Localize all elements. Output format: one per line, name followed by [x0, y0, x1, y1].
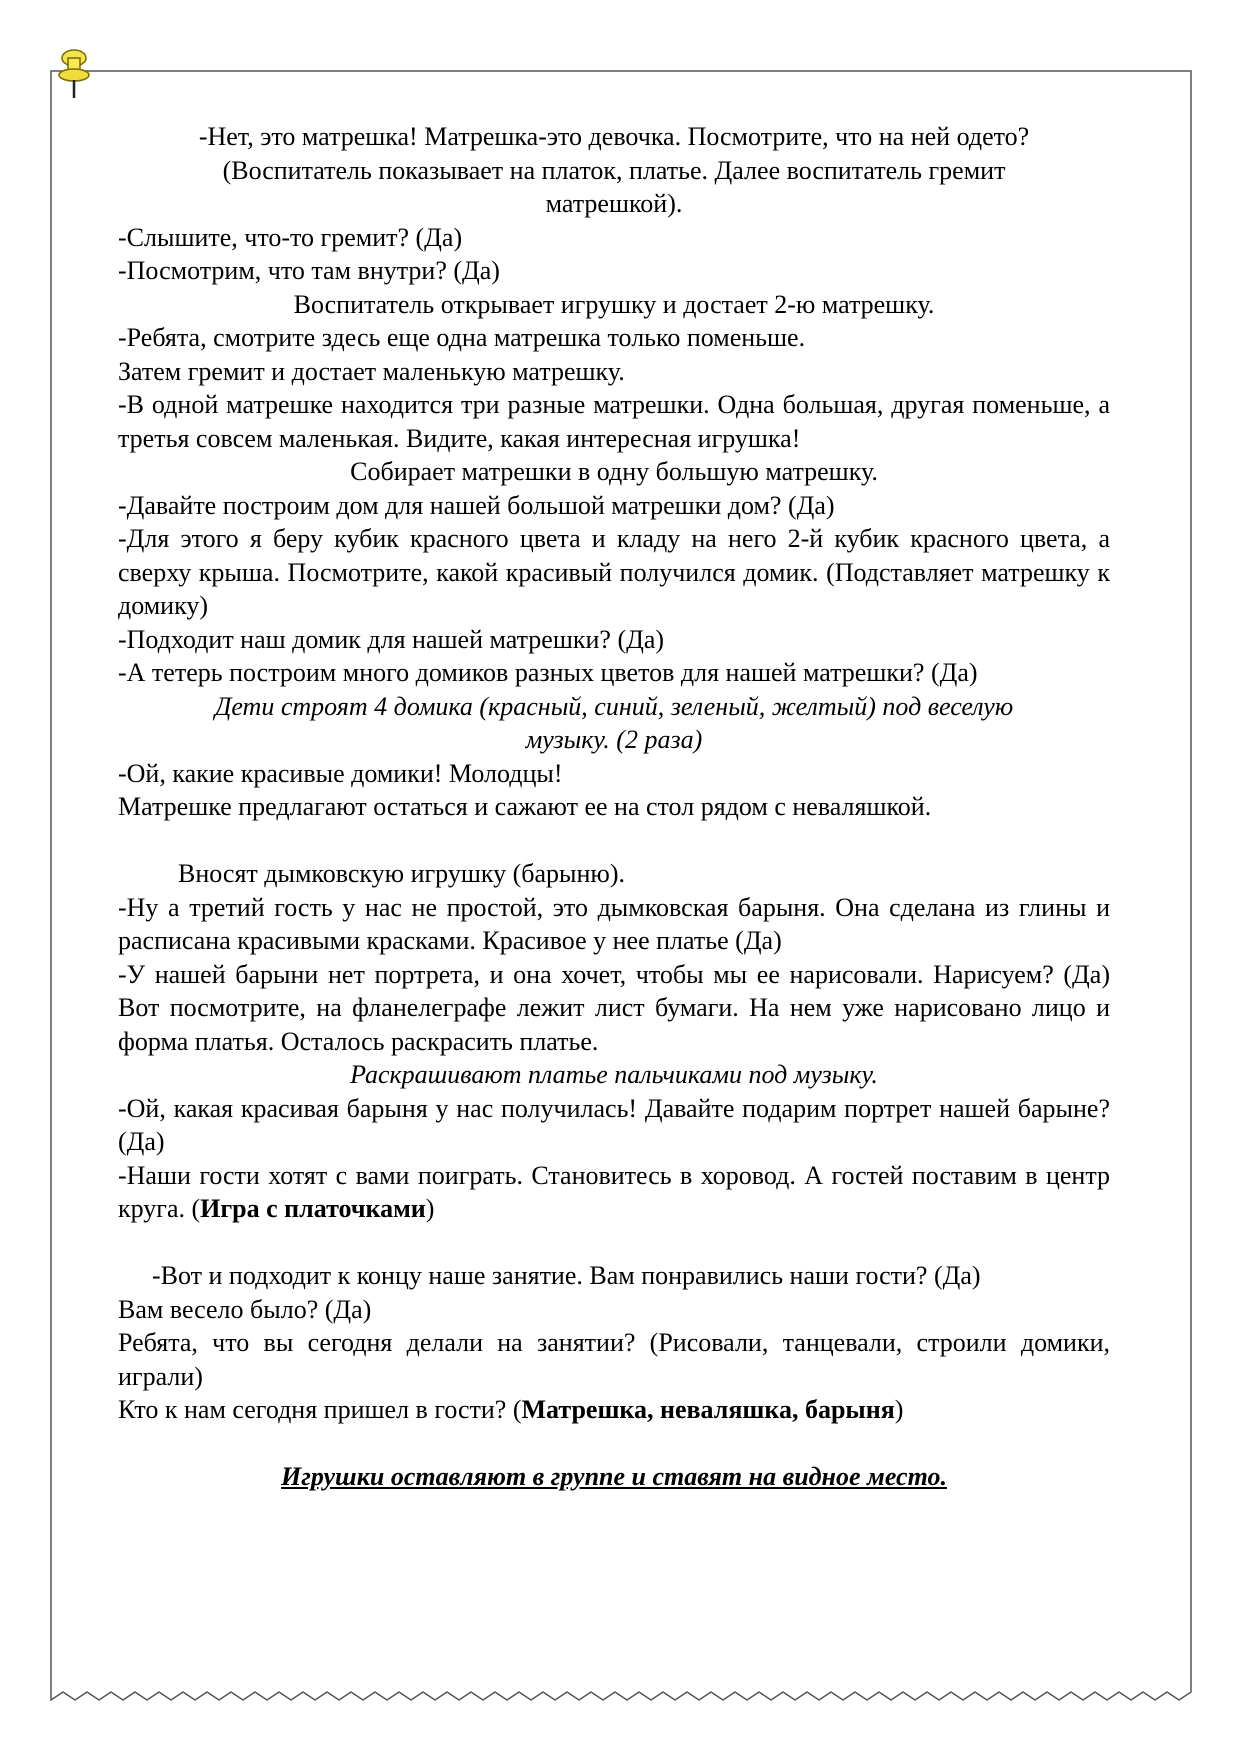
line-10: Собирает матрешки в одну большую матрешку.	[350, 457, 878, 486]
line-28	[118, 1393, 1110, 1427]
line-8: Затем гремит и достает маленькую матрешку.	[118, 356, 625, 386]
closing-paren: )	[425, 1194, 435, 1223]
paragraph-beautiful-lady: -Ой, какая красивая барыня у нас получилась! Давайте подарим портрет нашей барыне? (Да)	[118, 1093, 1110, 1156]
paragraph-round-dance	[118, 1159, 1110, 1226]
spacer	[118, 1427, 1110, 1461]
final-instruction: Игрушки оставляют в группе и ставят на видное место.	[281, 1462, 947, 1491]
line-19: Вносят дымковскую игрушку (барыню).	[178, 859, 625, 888]
line-18: Матрешке предлагают остаться и сажают ее на стол рядом с неваляшкой.	[118, 792, 932, 821]
round-dance-text: -Наши гости хотят с вами поиграть. Становитесь в хоровод. А гостей поставим в центр круга. (	[118, 1160, 1110, 1223]
line-25: -Вот и подходит к концу наше занятие. Вам понравились наши гости? (Да)	[152, 1261, 981, 1290]
spacer	[118, 824, 1110, 858]
line-7: -Ребята, смотрите здесь еще одна матрешка только поменьше.	[118, 323, 806, 352]
guests-question: Кто к нам сегодня пришел в гости? (	[118, 1395, 522, 1424]
paragraph-dymkovo-lady: -Ну а третий гость у нас не простой, это дымковская барыня. Она сделана из глины и расписана красивыми красками. Красивое у нее платье (Да)	[118, 892, 1110, 955]
line-11: -Давайте построим дом для нашей большой матрешки дом? (Да)	[118, 490, 835, 520]
line-13: -Подходит наш домик для нашей матрешки? (Да)	[118, 624, 665, 654]
line-14: -А тетерь построим много домиков разных цветов для нашей матрешки? (Да)	[118, 658, 978, 687]
game-name-bold: Игра с платочками	[200, 1194, 426, 1223]
line-1: -Нет, это матрешка! Матрешка-это девочка. Посмотрите, что на ней одето?	[198, 122, 1030, 151]
document-body	[118, 120, 1110, 1494]
line-6: Воспитатель открывает игрушку и достает 2-ю матрешку.	[293, 289, 935, 319]
line-22-italic: Раскрашивают платье пальчиками под музыку.	[350, 1060, 878, 1089]
line-26: Вам весело было? (Да)	[118, 1294, 372, 1324]
spacer	[118, 1226, 1110, 1260]
line-15-italic: Дети строят 4 домика (красный, синий, зеленый, желтый) под веселую	[214, 691, 1014, 721]
line-4: -Слышите, что-то гремит? (Да)	[118, 222, 463, 252]
line-3: матрешкой).	[545, 189, 683, 218]
paragraph-portrait: -У нашей барыни нет портрета, и она хочет, чтобы мы ее нарисовали. Нарисуем? (Да) Вот посмотрите, на фланелеграфе лежит лист бумаги. На нем уже нарисовано лицо и форма платья. Осталось раскрасить платье.	[118, 959, 1110, 1056]
line-2: (Воспитатель показывает на платок, платье. Далее воспитатель гремит	[222, 155, 1006, 185]
push-pin-icon	[56, 48, 92, 100]
closing-paren: )	[894, 1395, 904, 1424]
paragraph-three-matryoshkas: -В одной матрешке находится три разные матрешки. Одна большая, другая поменьше, а третья совсем маленькая. Видите, какая интересная игрушка!	[118, 390, 1110, 453]
line-16-italic: музыку. (2 раза)	[525, 725, 703, 754]
line-17: -Ой, какие красивые домики! Молодцы!	[118, 758, 563, 788]
paragraph-what-did-we-do: Ребята, что вы сегодня делали на занятии? (Рисовали, танцевали, строили домики, играли)	[118, 1328, 1110, 1391]
line-5: -Посмотрим, что там внутри? (Да)	[118, 256, 500, 285]
guests-answer-bold: Матрешка, неваляшка, барыня	[521, 1395, 895, 1424]
paragraph-red-cube: -Для этого я беру кубик красного цвета и кладу на него 2-й кубик красного цвета, а сверху крыша. Посмотрите, какой красивый получился домик. (Подставляет матрешку к домику)	[118, 524, 1110, 620]
